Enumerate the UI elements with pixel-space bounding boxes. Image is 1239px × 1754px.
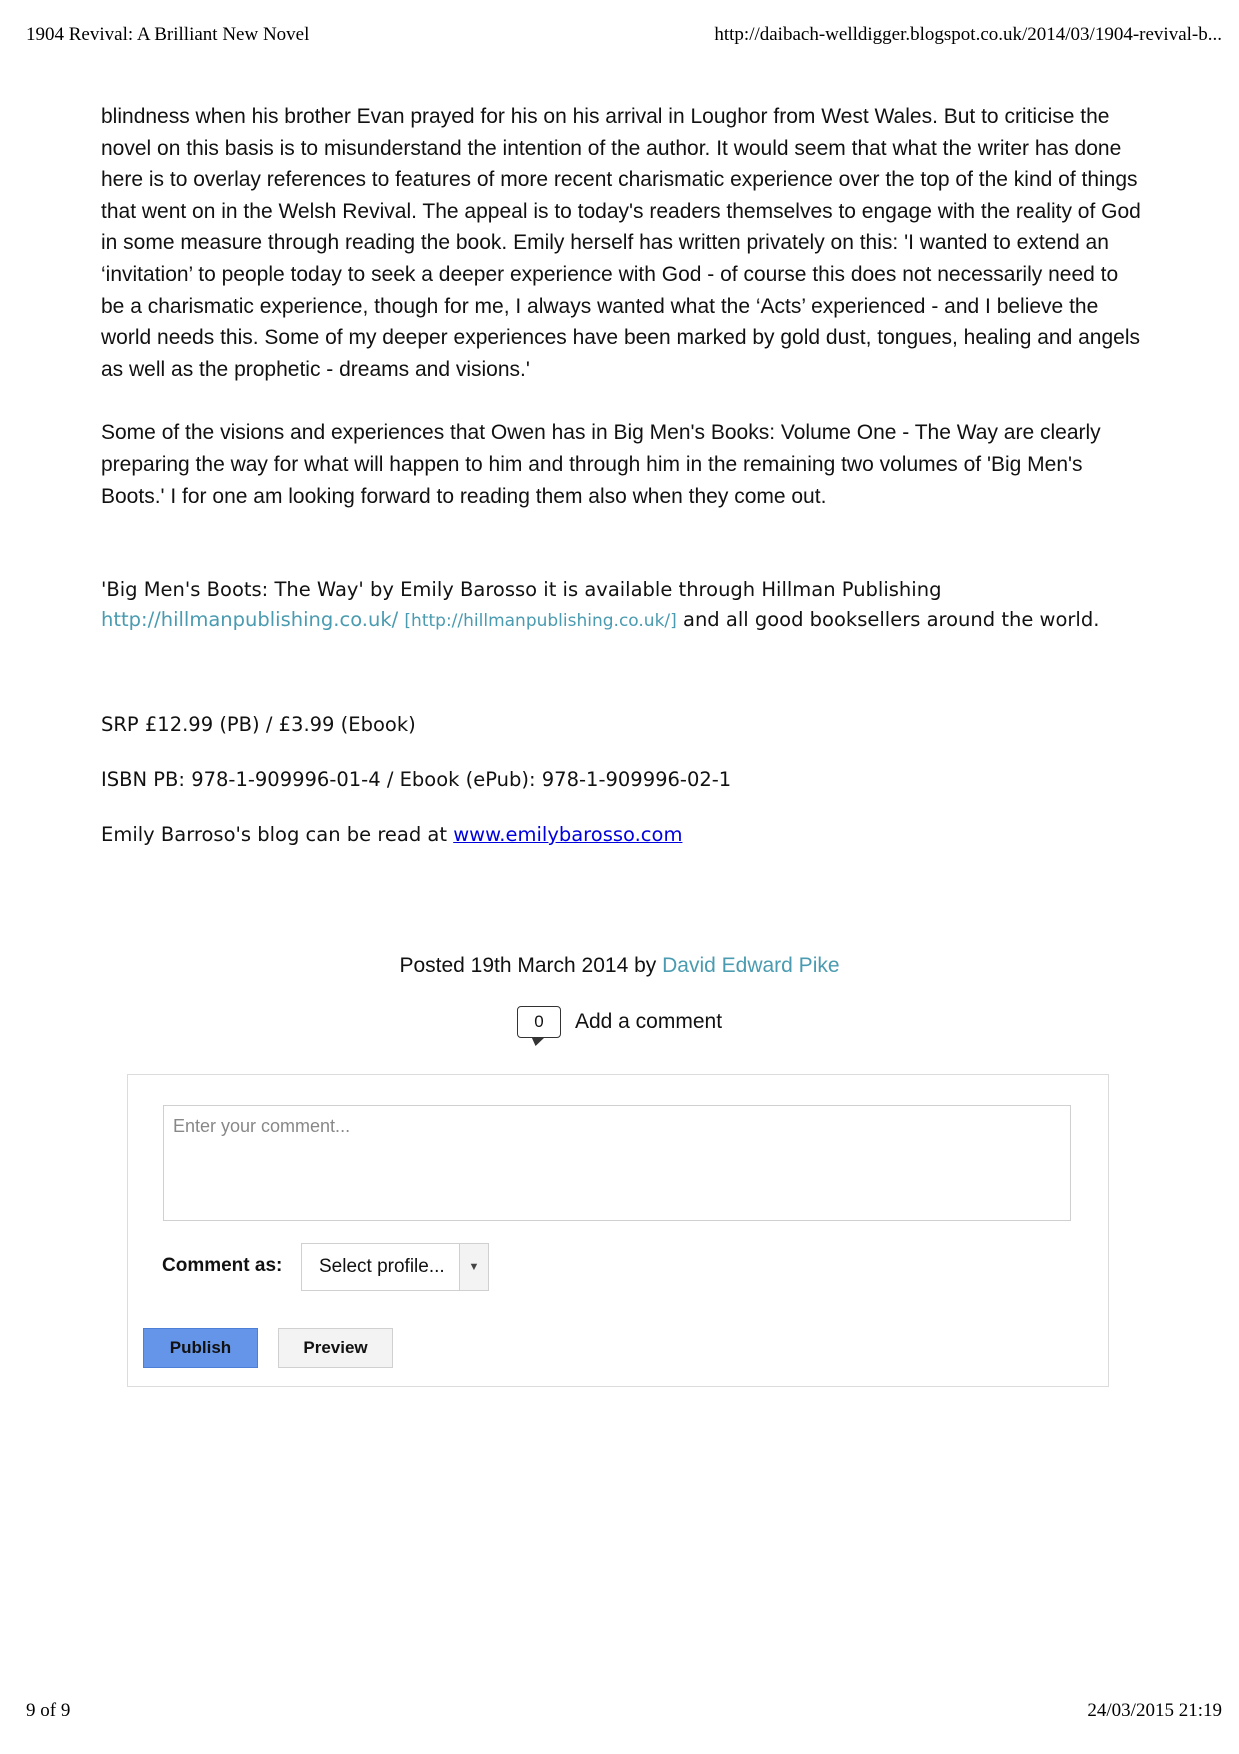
profile-select-value: Select profile...: [319, 1256, 445, 1277]
blog-info: [101, 823, 682, 846]
publish-button[interactable]: Publish: [143, 1328, 258, 1368]
author-link[interactable]: David Edward Pike: [662, 954, 840, 977]
posted-date: Posted 19th March 2014 by: [399, 954, 663, 977]
print-footer: [0, 1700, 1239, 1730]
page-url: http://daibach-welldigger.blogspot.co.uk/2014/03/1904-revival-b...: [714, 24, 1222, 45]
comment-count-row[interactable]: [0, 1006, 1239, 1038]
blog-text: Emily Barroso's blog can be read at: [101, 823, 454, 846]
print-header: [0, 24, 1239, 54]
add-comment-link[interactable]: Add a comment: [574, 1010, 723, 1033]
page-title: 1904 Revival: A Brilliant New Novel: [26, 24, 310, 45]
comment-bubble-icon[interactable]: [517, 1006, 561, 1038]
profile-select[interactable]: [301, 1243, 489, 1291]
availability-note: [101, 575, 1141, 636]
print-timestamp: 24/03/2015 21:19: [1087, 1700, 1222, 1721]
isbn-info: ISBN PB: 978-1-909996-01-4 / Ebook (ePub): 978-1-909996-02-1: [101, 768, 732, 791]
publisher-link-url: [http://hillmanpublishing.co.uk/]: [404, 611, 677, 631]
article-paragraph: blindness when his brother Evan prayed for his on his arrival in Loughor from West Wales. But to criticise the novel on this basis is to misunderstand the intention of the author. It would seem that what the writer has done here is to overlay references to features of more recent charismatic experience over the top of the kind of things that went on in the Welsh Revival. The appeal is to today's readers themselves to engage with the reality of God in some measure through reading the book. Emily herself has written privately on this: 'I wanted to extend an ‘invitation’ to people today to seek a deeper experience with God - of course this does not necessarily need to be a charismatic experience, though for me, I always wanted what the ‘Acts’ experienced - and I believe the world needs this. Some of my deeper experiences have been marked by gold dust, tongues, healing and angels as well as the prophetic - dreams and visions.': [101, 105, 1141, 381]
comment-as-label: Comment as:: [162, 1255, 283, 1276]
availability-text: 'Big Men's Boots: The Way' by Emily Barosso it is available through Hillman Publishing: [101, 578, 942, 601]
comment-input[interactable]: [163, 1105, 1071, 1221]
page-number: 9 of 9: [26, 1700, 71, 1721]
comment-count: 0: [534, 1012, 544, 1031]
preview-button[interactable]: Preview: [278, 1328, 393, 1368]
post-byline: [0, 954, 1239, 978]
article-paragraph: Some of the visions and experiences that Owen has in Big Men's Books: Volume One - The Way are clearly preparing the way for what will happen to him and through him in the remaining two volumes of 'Big Men's Boots.' I for one am looking forward to reading them also when they come out.: [101, 421, 1101, 508]
availability-suffix: and all good booksellers around the world.: [676, 608, 1100, 631]
dropdown-arrow-icon[interactable]: ▼: [459, 1244, 488, 1290]
comment-form: [127, 1074, 1109, 1387]
article-body: [101, 101, 1141, 512]
publisher-link[interactable]: http://hillmanpublishing.co.uk/: [101, 608, 399, 631]
srp-price: SRP £12.99 (PB) / £3.99 (Ebook): [101, 713, 416, 736]
blog-link[interactable]: www.emilybarosso.com: [453, 823, 683, 846]
